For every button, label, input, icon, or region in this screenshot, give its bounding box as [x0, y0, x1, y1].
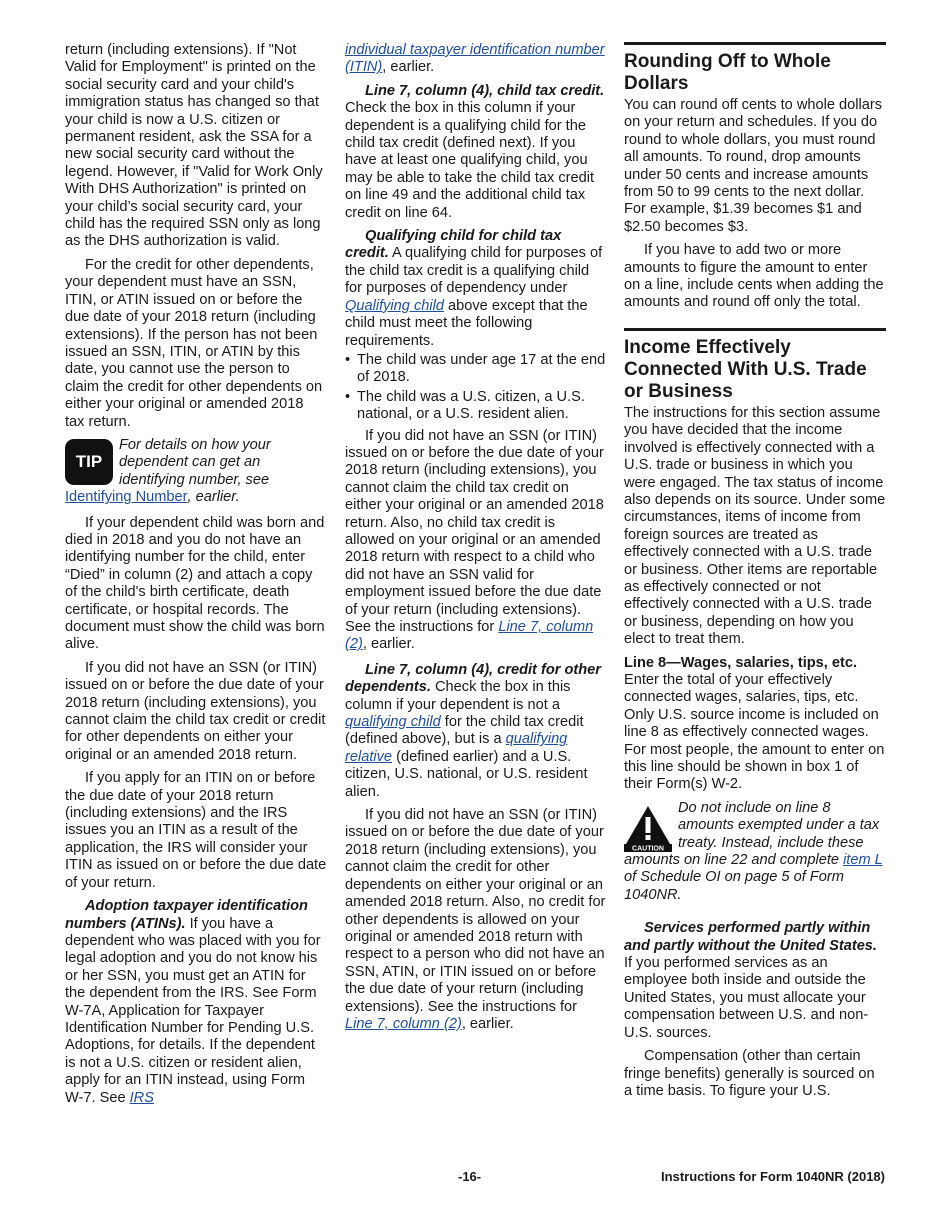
- column-2: [345, 42, 607, 1039]
- paragraph: Services performed partly within and partly without the United States. If you performed services as an employee both inside and outside the United States, you must allocate your compensation between U.S. and non-U.S. sources.: [624, 920, 877, 1041]
- run-in-heading: Services performed partly within and partly without the United States.: [624, 920, 877, 954]
- paragraph: If you have to add two or more amounts to figure the amount to enter on a line, include cents when adding the amounts and round off only the total.: [624, 242, 884, 311]
- page-number: -16-: [458, 1169, 482, 1184]
- paragraph: Adoption taxpayer identification numbers (ATINs). If you have a dependent who was placed with you for legal adoption and you do not know his or her SSN, you must get an ATIN for the dependent from the IRS. See Form W-7A, Application for Taxpayer Identification Number for Pending U.S. Adoptions, for details. If the dependent is not a U.S. citizen or resident alien, apply for an ITIN instead, using Form W-7. See IRS: [65, 898, 321, 1106]
- qualifying-child-link[interactable]: qualifying child: [345, 714, 441, 731]
- paragraph: individual taxpayer identification number (ITIN), earlier.: [345, 42, 605, 76]
- tip-text: For details on how your dependent can get an identifying number, see: [119, 436, 271, 488]
- paragraph: Qualifying child for child tax credit. A qualifying child for purposes of the child tax credit is a qualifying child for purposes of dependency under Qualifying child above except that the child must meet the following requirements.: [345, 228, 603, 349]
- paragraph: If you did not have an SSN (or ITIN) issued on or before the due date of your 2018 return (including extensions), you cannot claim the credit for other dependents on either your original or an amended 2018 return. Also, no credit for other dependents is allowed on your original or amended 2018 return with respect to a person who did not have an SSN, ATIN, or ITIN issued on or before the due date of your return (including extensions). See the instructions for Line 7, column (2), earlier.: [345, 807, 606, 1032]
- section-rule: [624, 42, 886, 45]
- caution-icon: [624, 804, 672, 852]
- qualifying-child-link[interactable]: Qualifying child: [345, 297, 444, 314]
- irs-itin-link[interactable]: IRS: [129, 1089, 154, 1106]
- run-in-heading: Adoption taxpayer identification numbers (ATINs).: [65, 898, 308, 932]
- footer-title: Instructions for Form 1040NR (2018): [661, 1169, 885, 1184]
- paragraph: If you apply for an ITIN on or before the due date of your 2018 return (including extensions) and the IRS issues you an ITIN as a result of the application, the IRS will consider your ITIN as issued on or before the due date of your return.: [65, 770, 327, 891]
- run-in-heading: Line 7, column (4), child tax credit.: [365, 82, 605, 99]
- paragraph: Line 7, column (4), credit for other dependents. Check the box in this column if your dependent is not a qualifying child for the child tax credit (defined above), but is a qualifying relative (defined earlier) and a U.S. citizen, U.S. national, or U.S. resident alien.: [345, 661, 601, 800]
- list-item: • The child was a U.S. citizen, a U.S. national, or a U.S. resident alien.: [345, 389, 607, 424]
- paragraph: You can round off cents to whole dollars on your return and schedules. If you do round to whole dollars, you must round all amounts. To round, drop amounts under 50 cents and increase amounts from 50 to 99 cents to the next dollar. For example, $1.39 becomes $1 and $2.50 becomes $3.: [624, 97, 882, 235]
- line-7-column-2-link[interactable]: Line 7, column (2): [345, 1015, 462, 1032]
- column-1: [65, 42, 327, 1113]
- itin-link[interactable]: individual taxpayer identification number (ITIN): [345, 42, 605, 76]
- paragraph: For the credit for other dependents, your dependent must have an SSN, ITIN, or ATIN issued on or before the due date of your 2018 return (including extensions). If the person has not been issued an SSN, ITIN, or ATIN by this date, you cannot use the person to claim the credit for other dependents on either your original or amended 2018 tax return.: [65, 256, 323, 430]
- svg-text:CAUTION: CAUTION: [632, 845, 664, 852]
- run-in-heading: Line 7, column (4), credit for other dependents.: [345, 661, 601, 696]
- paragraph: If you did not have an SSN (or ITIN) issued on or before the due date of your 2018 return (including extensions), you cannot claim the child tax credit on either your original or an amended 2018 return. Also, no child tax credit is allowed on your original or an amended 2018 return with respect to a child who did not have an SSN valid for employment issued before the due date of your return (including extensions). See the instructions for Line 7, column (2), earlier.: [345, 427, 604, 653]
- tip-icon: TIP: [65, 439, 113, 485]
- paragraph: return (including extensions). If "Not Valid for Employment" is printed on the social security card and your child's immigration status has changed so that your child is now a U.S. citizen or permanent resident, ask the SSA for a new social security card without the legend. However, if "Valid for Work Only With DHS Authorization" is printed on your child’s social security card, your child has the required SSN only as long as the DHS authorization is valid.: [65, 42, 323, 250]
- paragraph: The instructions for this section assume you have decided that the income involved is effectively connected with a U.S. trade or business in which you were engaged. The tax status of income also depends on its source. Under some circumstances, items of income from foreign sources are treated as effectively connected with a U.S. trade or business. Other items are reportable as effectively connected or not effectively connected with a U.S. trade or business, depending on how you elect to treat them.: [624, 404, 886, 648]
- section-heading: Income Effectively Connected With U.S. Trade or Business: [624, 336, 867, 402]
- paragraph: If your dependent child was born and died in 2018 and you do not have an identifying number for the child, enter “Died” in column (2) and attach a copy of the child's birth certificate, death certificate, or hospital records. The document must show the child was born alive.: [65, 514, 325, 653]
- tip-callout: TIP For details on how your dependent can get an identifying number, see Identifying Number, earlier.: [65, 436, 271, 506]
- identifying-number-link[interactable]: Identifying Number: [65, 489, 188, 506]
- column-3: [624, 42, 886, 1106]
- line-7-column-2-link[interactable]: Line 7, column (2): [345, 619, 594, 653]
- section-rule: [624, 328, 886, 331]
- item-l-link[interactable]: item L: [843, 852, 883, 869]
- paragraph: If you did not have an SSN (or ITIN) issued on or before the due date of your 2018 return (including extensions), you cannot claim the child tax credit or credit for other dependents on either your original or an amended 2018 return.: [65, 659, 326, 763]
- caution-callout: CAUTION Do not include on line 8 amounts exempted under a tax treaty. Instead, include these amounts on line 22 and complete item L of Schedule OI on page 5 of Form 1040NR.: [624, 799, 883, 903]
- list-item: • The child was under age 17 at the end of 2018.: [345, 352, 607, 387]
- run-in-heading: Qualifying child for child tax credit.: [345, 228, 562, 262]
- caution-text: Do not include on line 8 amounts exempted under a tax treaty. Instead, include these amounts on line 22 and complete: [624, 799, 880, 869]
- paragraph: Compensation (other than certain fringe benefits) generally is sourced on a time basis. To figure your U.S.: [624, 1048, 875, 1099]
- requirements-list: [345, 352, 607, 424]
- paragraph: Line 7, column (4), child tax credit. Check the box in this column if your dependent is a qualifying child for the child tax credit (defined next). If you have at least one qualifying child, you may be able to take the child tax credit on line 49 and the additional child tax credit on line 64.: [345, 82, 605, 221]
- section-heading: Rounding Off to Whole Dollars: [624, 51, 831, 94]
- qualifying-relative-link[interactable]: qualifying relative: [345, 731, 568, 765]
- line-heading: Line 8—Wages, salaries, tips, etc.: [624, 654, 858, 671]
- paragraph: Line 8—Wages, salaries, tips, etc. Enter the total of your effectively connected wages, salaries, tips, etc. Only U.S. source income is included on line 8 as effectively connected wages. For most people, the amount to enter on this line should be shown in box 1 of their Form(s) W-2.: [624, 654, 885, 793]
